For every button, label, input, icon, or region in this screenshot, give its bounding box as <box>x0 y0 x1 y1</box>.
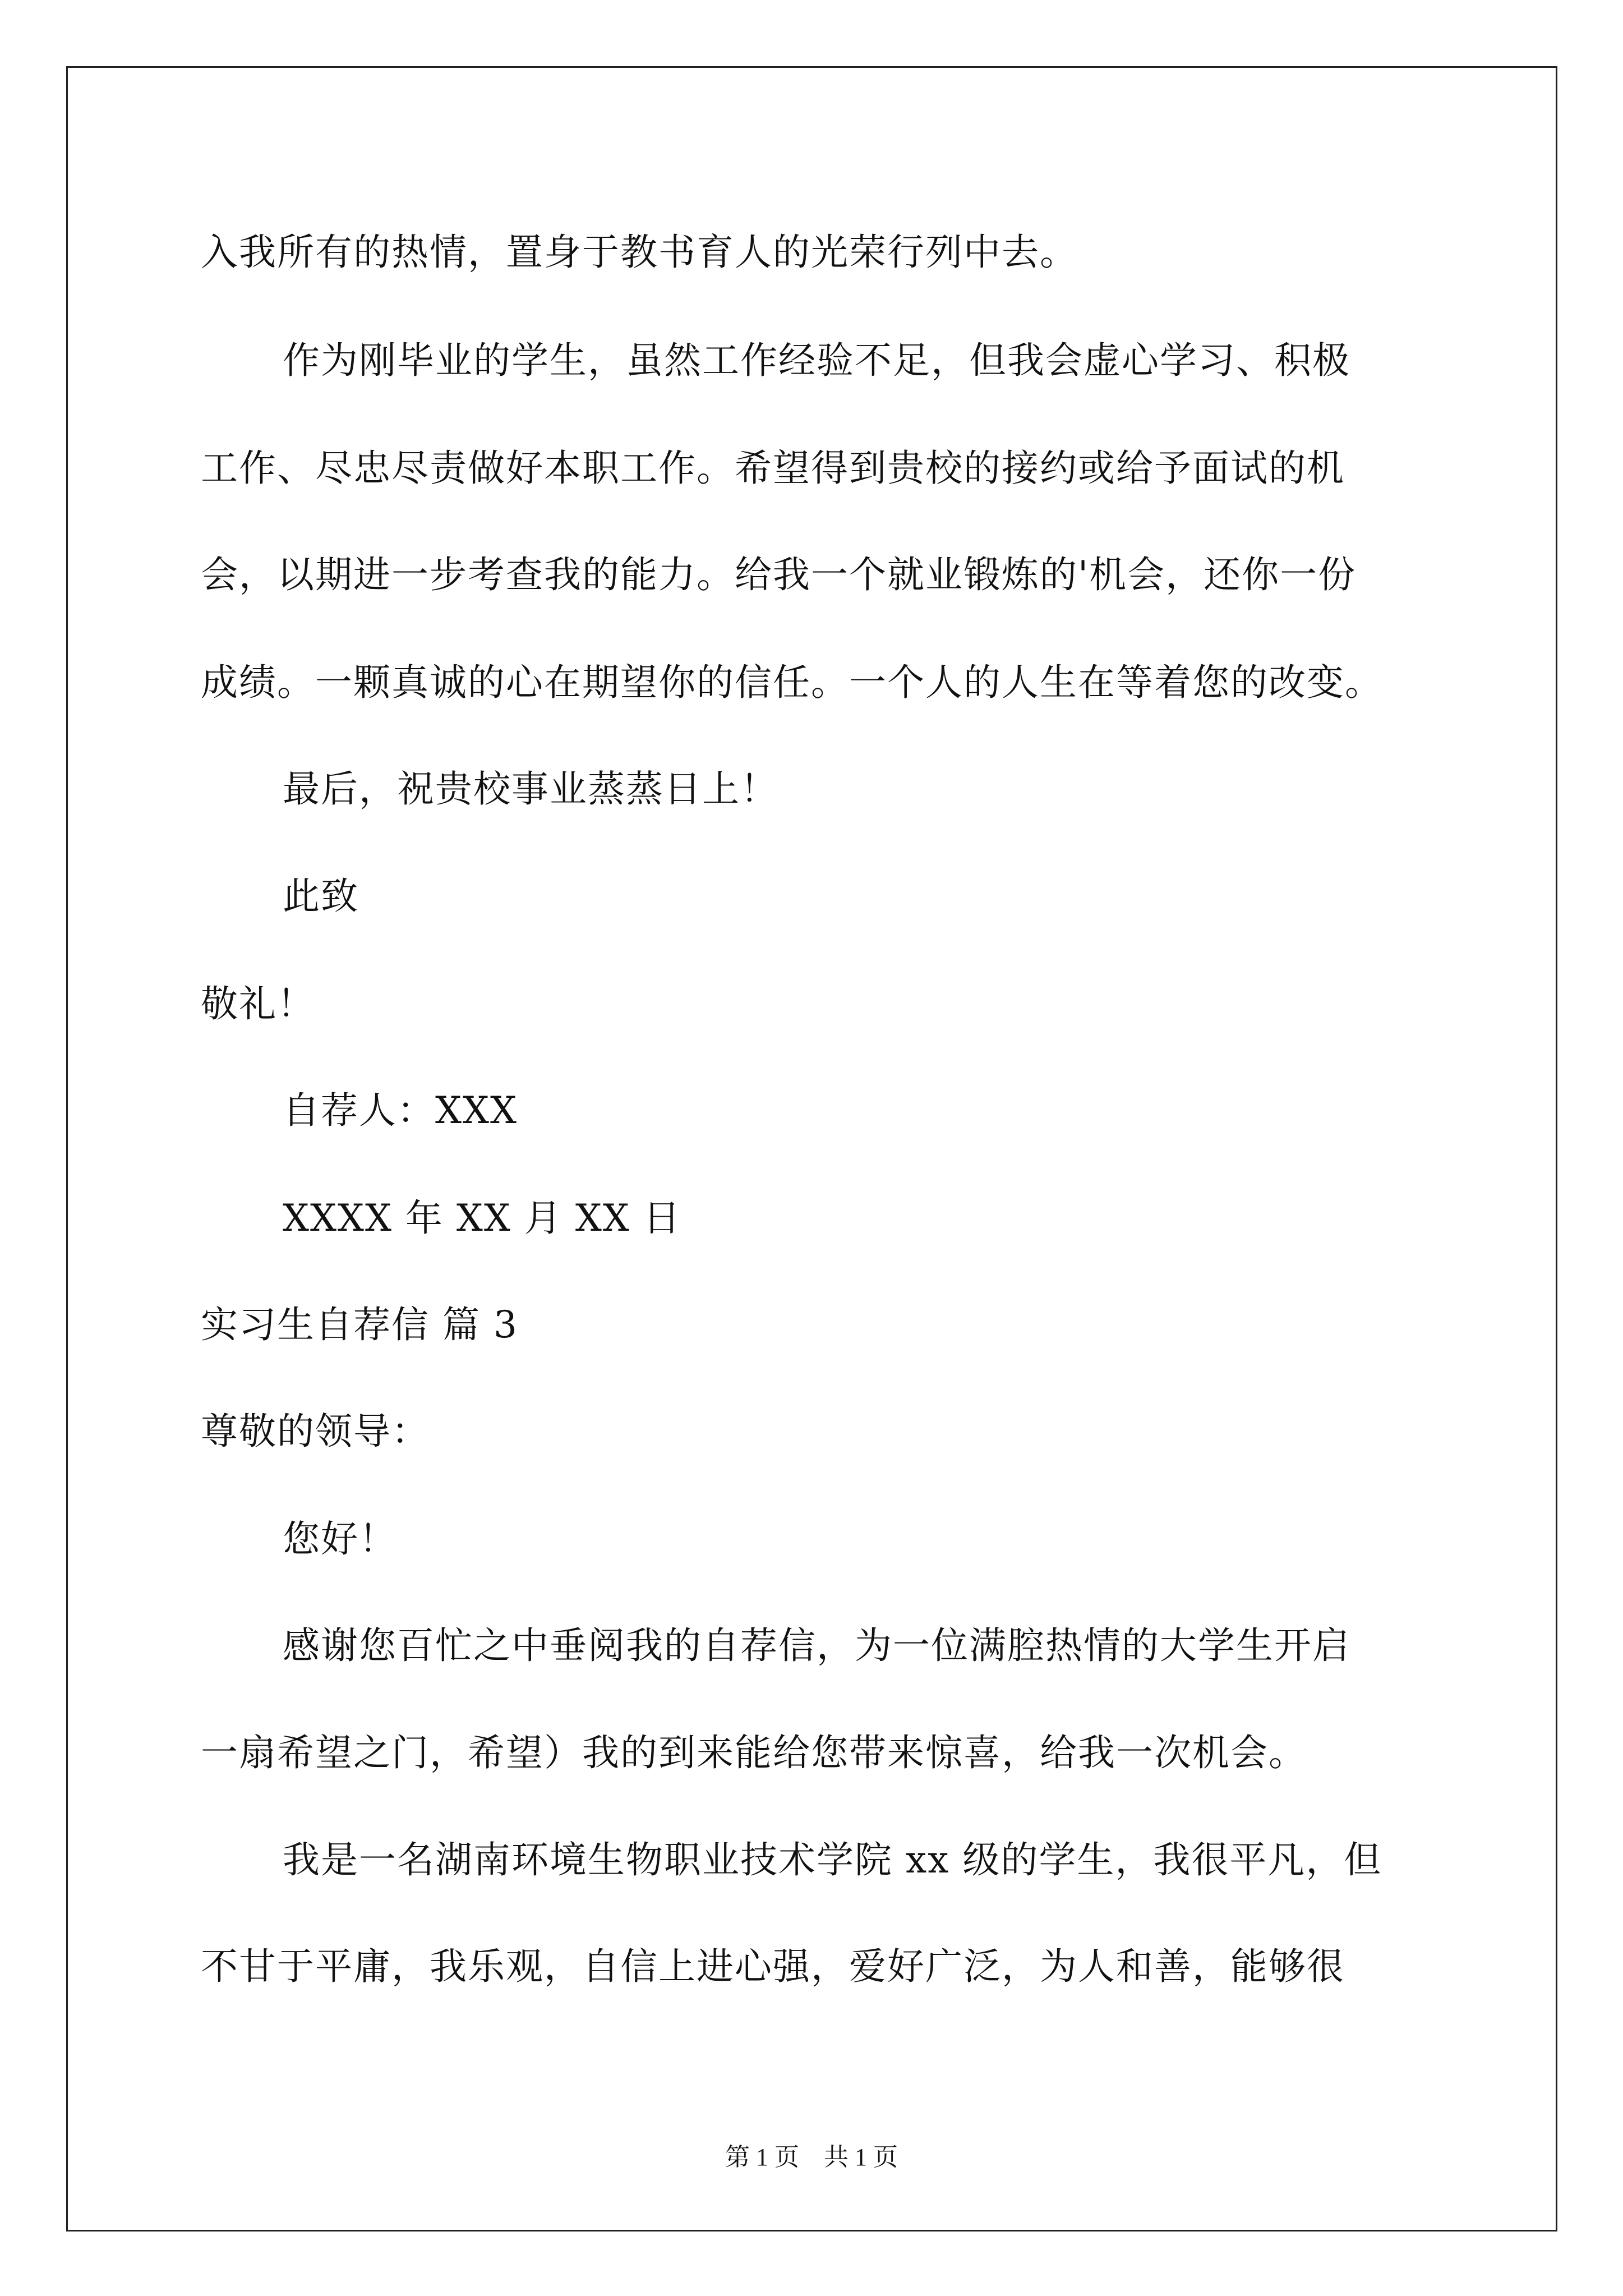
text-line: 成绩。一颗真诚的心在期望你的信任。一个人的人生在等着您的改变。 <box>201 661 1383 704</box>
text-line: 工作、尽忠尽责做好本职工作。希望得到贵校的接约或给予面试的机 <box>201 447 1345 490</box>
text-line: 不甘于平庸，我乐观，自信上进心强，爱好广泛，为人和善，能够很 <box>201 1945 1345 1988</box>
text-line: 会，以期进一步考查我的能力。给我一个就业锻炼的'机会，还你一份 <box>201 553 1357 596</box>
text-line: 此致 <box>283 875 359 918</box>
text-line: XXXX 年 XX 月 XX 日 <box>283 1197 681 1240</box>
page-border <box>66 66 1557 2231</box>
text-line: 自荐人：XXX <box>283 1089 518 1132</box>
text-line: 感谢您百忙之中垂阅我的自荐信，为一位满腔热情的大学生开启 <box>283 1624 1350 1667</box>
text-line: 入我所有的热情，置身于教书育人的光荣行列中去。 <box>201 231 1078 274</box>
section-title: 实习生自荐信 篇 3 <box>201 1303 518 1346</box>
text-line: 一扇希望之门，希望）我的到来能给您带来惊喜，给我一次机会。 <box>201 1731 1307 1774</box>
text-line: 尊敬的领导： <box>201 1410 430 1453</box>
text-line: 您好！ <box>283 1517 397 1561</box>
page-footer: 第 1 页 共 1 页 <box>725 2143 898 2171</box>
text-line: 最后，祝贵校事业蒸蒸日上！ <box>283 767 778 811</box>
text-line: 作为刚毕业的学生，虽然工作经验不足，但我会虚心学习、积极 <box>283 339 1350 382</box>
text-line: 我是一名湖南环境生物职业技术学院 xx 级的学生，我很平凡，但 <box>283 1838 1382 1881</box>
text-line: 敬礼！ <box>201 982 315 1025</box>
